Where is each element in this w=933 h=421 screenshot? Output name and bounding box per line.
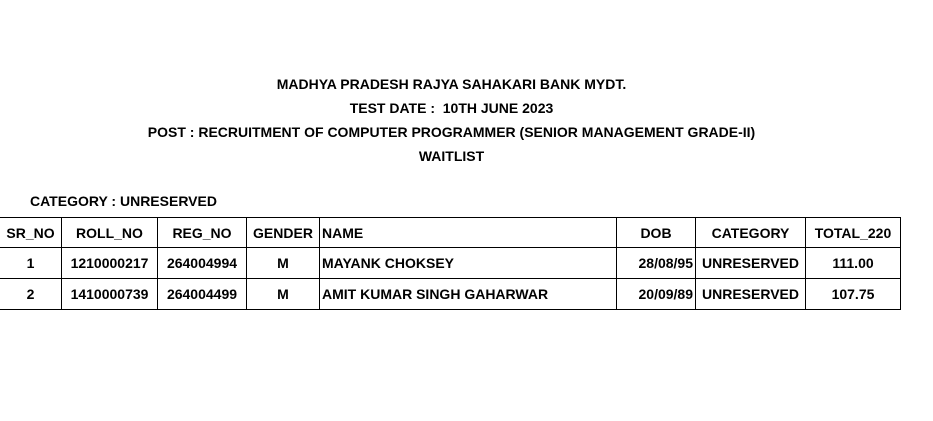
col-header-gender: GENDER (247, 218, 320, 248)
table-row (0, 279, 901, 310)
col-header-total: TOTAL_220 (806, 218, 901, 248)
document-header (0, 72, 903, 168)
cell-roll-no: 1410000739 (62, 279, 158, 310)
cell-sr-no: 2 (0, 279, 62, 310)
cell-total: 111.00 (806, 248, 901, 279)
col-header-reg-no: REG_NO (158, 218, 247, 248)
col-header-roll-no: ROLL_NO (62, 218, 158, 248)
cell-dob: 20/09/89 (617, 279, 696, 310)
cell-category: UNRESERVED (696, 248, 806, 279)
table-row (0, 248, 901, 279)
cell-category: UNRESERVED (696, 279, 806, 310)
cell-gender: M (247, 279, 320, 310)
cell-roll-no: 1210000217 (62, 248, 158, 279)
test-date: TEST DATE : 10TH JUNE 2023 (349, 100, 554, 116)
col-header-name: NAME (320, 218, 617, 248)
col-header-sr-no: SR_NO (0, 218, 62, 248)
cell-total: 107.75 (806, 279, 901, 310)
category-heading: CATEGORY : UNRESERVED (30, 193, 217, 209)
post-title: POST : RECRUITMENT OF COMPUTER PROGRAMMER (SENIOR MANAGEMENT GRADE-II) (147, 124, 756, 140)
waitlist-table (0, 217, 901, 310)
cell-name: MAYANK CHOKSEY (320, 248, 617, 279)
cell-name: AMIT KUMAR SINGH GAHARWAR (320, 279, 617, 310)
list-type: WAITLIST (418, 148, 485, 164)
col-header-dob: DOB (617, 218, 696, 248)
cell-reg-no: 264004499 (158, 279, 247, 310)
cell-dob: 28/08/95 (617, 248, 696, 279)
bank-name: MADHYA PRADESH RAJYA SAHAKARI BANK MYDT. (276, 76, 627, 92)
col-header-category: CATEGORY (696, 218, 806, 248)
cell-reg-no: 264004994 (158, 248, 247, 279)
cell-gender: M (247, 248, 320, 279)
table-header-row (0, 218, 901, 248)
cell-sr-no: 1 (0, 248, 62, 279)
